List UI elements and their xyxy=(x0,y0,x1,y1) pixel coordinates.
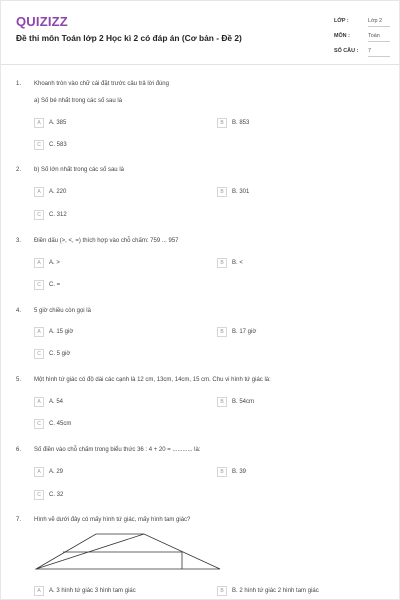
question-number: 4. xyxy=(16,308,22,314)
option-letter: A xyxy=(34,187,44,197)
option-letter: B xyxy=(217,327,227,337)
meta-label-count: SỐ CÂU : xyxy=(334,48,359,54)
question-text: Số điền vào chỗ chấm trong biểu thức 36 : 4 + 20 = ............ là: xyxy=(34,447,201,453)
option-letter: C xyxy=(34,280,44,290)
question-text: 5 giờ chiều còn gọi là xyxy=(34,308,91,314)
option-letter: C xyxy=(34,490,44,500)
option-letter: A xyxy=(34,467,44,477)
option-a[interactable] xyxy=(34,258,60,268)
option-letter: B xyxy=(217,187,227,197)
option-letter: A xyxy=(34,258,44,268)
option-text: B. 17 giờ xyxy=(232,329,257,335)
option-letter: A xyxy=(34,397,44,407)
option-a[interactable] xyxy=(34,586,136,596)
option-letter: C xyxy=(34,419,44,429)
question-number: 2. xyxy=(16,167,22,173)
option-text: B. 39 xyxy=(232,469,247,475)
option-a[interactable] xyxy=(34,397,63,407)
option-text: A. 29 xyxy=(49,469,64,475)
page-title: Đề thi môn Toán lớp 2 Học kì 2 có đáp án (Cơ bản - Đề 2) xyxy=(16,33,242,43)
option-letter: A xyxy=(34,118,44,128)
question-subtext: a) Số bé nhất trong các số sau là xyxy=(34,98,123,104)
question-number: 6. xyxy=(16,447,22,453)
option-b[interactable] xyxy=(217,397,254,407)
option-a[interactable] xyxy=(34,118,66,128)
header-divider xyxy=(1,64,400,65)
option-text: A. 3 hình tứ giác 3 hình tam giác xyxy=(49,588,136,594)
option-text: C. 45cm xyxy=(49,421,72,427)
question-text: b) Số lớn nhất trong các số sau là xyxy=(34,167,124,173)
option-b[interactable] xyxy=(217,467,246,477)
question-text: Điền dấu (>, <, =) thích hợp vào chỗ chấm: 759 ... 957 xyxy=(34,238,179,244)
option-text: B. 2 hình tứ giác 2 hình tam giác xyxy=(232,588,319,594)
geometry-figure xyxy=(34,531,222,575)
question-number: 5. xyxy=(16,377,22,383)
question-number: 1. xyxy=(16,81,22,87)
option-text: B. 301 xyxy=(232,189,250,195)
option-letter: A xyxy=(34,586,44,596)
option-text: B. < xyxy=(232,260,243,266)
option-a[interactable] xyxy=(34,187,66,197)
option-c[interactable] xyxy=(34,280,60,290)
option-text: C. 312 xyxy=(49,212,67,218)
option-letter: A xyxy=(34,327,44,337)
meta-value-count: 7 xyxy=(368,48,390,57)
option-a[interactable] xyxy=(34,327,73,337)
option-a[interactable] xyxy=(34,467,63,477)
option-text: C. 32 xyxy=(49,492,64,498)
option-c[interactable] xyxy=(34,419,71,429)
question-text: Khoanh tròn vào chữ cái đặt trước câu trả lời đúng xyxy=(34,81,169,87)
option-c[interactable] xyxy=(34,210,67,220)
quizizz-logo: QUIZIZZ xyxy=(16,14,68,29)
option-text: A. 385 xyxy=(49,120,67,126)
option-b[interactable] xyxy=(217,258,243,268)
option-b[interactable] xyxy=(217,327,256,337)
meta-label-class: LỚP : xyxy=(334,18,349,24)
meta-label-subject: MÔN : xyxy=(334,33,350,39)
option-c[interactable] xyxy=(34,349,70,359)
option-text: C. 5 giờ xyxy=(49,351,71,357)
option-text: A. 220 xyxy=(49,189,67,195)
option-letter: B xyxy=(217,586,227,596)
option-text: B. 54cm xyxy=(232,399,255,405)
option-letter: B xyxy=(217,467,227,477)
option-letter: B xyxy=(217,397,227,407)
option-text: A. 15 giờ xyxy=(49,329,74,335)
option-letter: B xyxy=(217,258,227,268)
option-letter: B xyxy=(217,118,227,128)
option-c[interactable] xyxy=(34,140,67,150)
meta-value-subject: Toán xyxy=(368,33,390,42)
question-text: Một hình tứ giác có độ dài các cạnh là 12 cm, 13cm, 14cm, 15 cm. Chu vi hình tứ giác là: xyxy=(34,377,271,383)
option-text: C. = xyxy=(49,282,61,288)
option-letter: C xyxy=(34,210,44,220)
option-b[interactable] xyxy=(217,586,319,596)
option-text: A. > xyxy=(49,260,60,266)
option-text: B. 853 xyxy=(232,120,250,126)
diagonal-line xyxy=(36,534,144,569)
option-text: A. 54 xyxy=(49,399,64,405)
option-c[interactable] xyxy=(34,490,63,500)
question-number: 3. xyxy=(16,238,22,244)
option-letter: C xyxy=(34,140,44,150)
meta-value-class: Lớp 2 xyxy=(368,18,390,27)
option-letter: C xyxy=(34,349,44,359)
option-text: C. 583 xyxy=(49,142,67,148)
question-text: Hình vẽ dưới đây có mấy hình tứ giác, mấy hình tam giác? xyxy=(34,517,191,523)
option-b[interactable] xyxy=(217,118,249,128)
question-number: 7. xyxy=(16,517,22,523)
option-b[interactable] xyxy=(217,187,249,197)
